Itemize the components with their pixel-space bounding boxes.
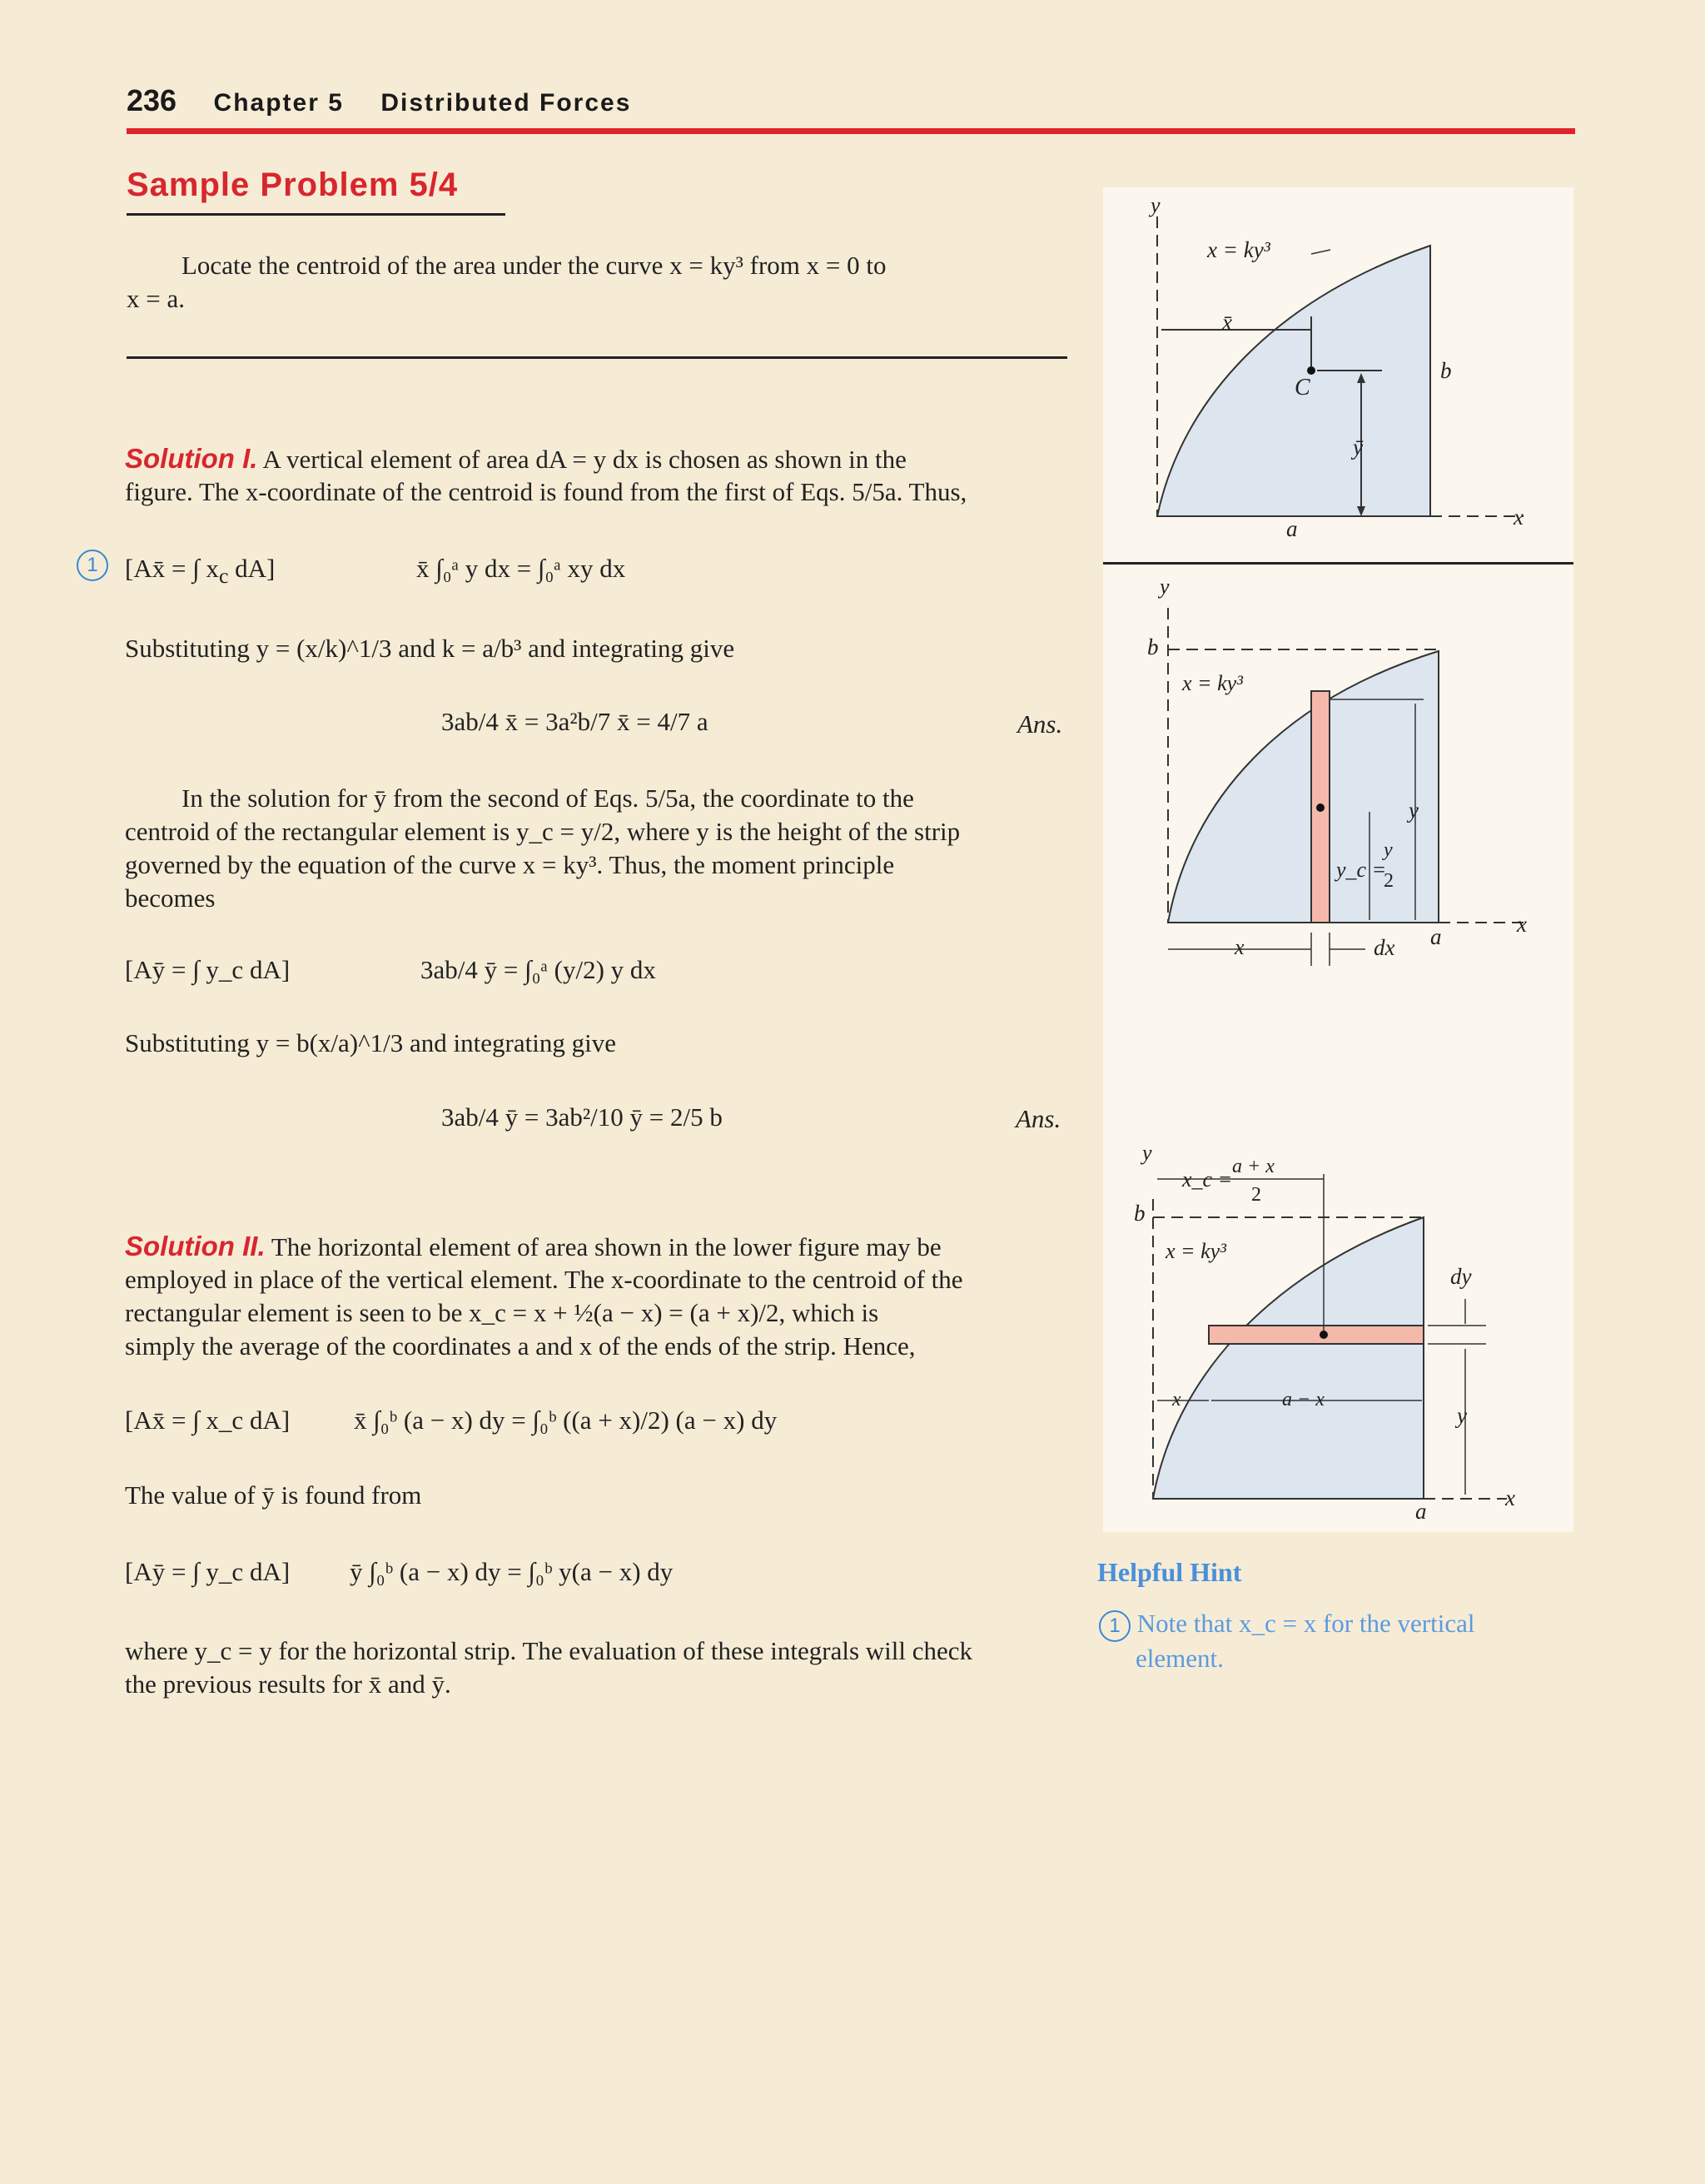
answer-1: Ans.: [1017, 709, 1063, 739]
fig1-xbar-label: x̄: [1222, 310, 1232, 335]
eq1-integral: x̄ ∫₀ᵃ y dx = ∫₀ᵃ xy dx: [416, 554, 626, 583]
fig2-x-axis: x: [1517, 912, 1527, 937]
eq5-integral: x̄ ∫₀ᵇ (a − x) dy = ∫₀ᵇ ((a + x)/2) (a − x) dy: [354, 1405, 778, 1435]
eq4: 3ab/4 ȳ = 3ab²/10 ȳ = 2/5 b: [441, 1102, 723, 1132]
fig2-dx-label: dx: [1374, 935, 1395, 960]
problem-title: Sample Problem 5/4: [127, 167, 459, 203]
fig3-x-label: x: [1172, 1389, 1181, 1410]
final-line1: where y_c = y for the horizontal strip. The evaluation of these integrals will check: [125, 1636, 973, 1665]
fig3-curve-label: x = ky³: [1166, 1239, 1226, 1263]
hint-line2: element.: [1136, 1644, 1224, 1673]
fig2-x-label: x: [1235, 935, 1245, 959]
solution2-line2: employed in place of the vertical element. The x-coordinate to the centroid of the: [125, 1265, 963, 1294]
eq5-bracket: [Ax̄ = ∫ x_c dA]: [125, 1405, 291, 1435]
solution2-line1: The horizontal element of area shown in the lower figure may be: [265, 1232, 942, 1261]
fig2-curve-label: x = ky³: [1182, 671, 1243, 695]
hint-line1: Note that x_c = x for the vertical: [1136, 1609, 1475, 1638]
statement-line-1: Locate the centroid of the area under the curve x = ky³ from x = 0 to: [181, 251, 887, 280]
solution1-line1: A vertical element of area dA = y dx is chosen as shown in the: [257, 445, 907, 474]
fig1-b-label: b: [1440, 358, 1452, 383]
chapter-title: Distributed Forces: [380, 89, 632, 117]
fig3-y-label: y: [1142, 1141, 1152, 1165]
hint-number-icon: 1: [1099, 1610, 1131, 1642]
solution2-line4: simply the average of the coordinates a and x of the ends of the strip. Hence,: [125, 1331, 916, 1361]
fig1-y-label: y: [1151, 193, 1161, 217]
fig3-x-axis: x: [1505, 1485, 1515, 1510]
final-line2: the previous results for x̄ and ȳ.: [125, 1669, 451, 1699]
substitution-1: Substituting y = (x/k)^1/3 and k = a/b³ and integrating give: [125, 634, 735, 663]
fig1-a-label: a: [1286, 516, 1298, 541]
para2-line4: becomes: [125, 883, 216, 913]
fig3-b-label: b: [1134, 1201, 1146, 1226]
para2-line1: In the solution for ȳ from the second of Eqs. 5/5a, the coordinate to the: [181, 784, 914, 813]
helpful-hint-title: Helpful Hint: [1097, 1557, 1242, 1587]
solution1-label: Solution I.: [125, 443, 258, 474]
chapter-label: Chapter 5: [213, 89, 344, 117]
fig2-yc-num: y: [1384, 839, 1393, 861]
fig1-c-label: C: [1295, 375, 1310, 400]
answer-2: Ans.: [1016, 1104, 1061, 1133]
eq3-integral: 3ab/4 ȳ = ∫₀ᵃ (y/2) y dx: [420, 955, 656, 984]
fig2-b-label: b: [1147, 634, 1159, 659]
figure-2: [1168, 608, 1524, 966]
solution1-line2: figure. The x-coordinate of the centroid is found from the first of Eqs. 5/5a. Thus,: [125, 477, 967, 506]
fig3-y-height: y: [1457, 1403, 1467, 1428]
fig1-ybar-label: ȳ: [1353, 435, 1363, 460]
statement-line-2: x = a.: [127, 284, 185, 313]
fig2-y-label: y: [1160, 575, 1170, 599]
fig1-curve-label: x = ky³: [1207, 237, 1270, 262]
fig3-amx-label: a − x: [1282, 1389, 1325, 1410]
fig2-yc-label: y_c =: [1336, 858, 1387, 882]
fig2-yc-den: 2: [1384, 870, 1394, 892]
figure-3: [1153, 1174, 1507, 1499]
fig3-a-label: a: [1415, 1499, 1427, 1524]
eq2: 3ab/4 x̄ = 3a²b/7 x̄ = 4/7 a: [441, 707, 708, 736]
fig3-two-label: 2: [1251, 1184, 1261, 1206]
fig1-x-label: x: [1514, 505, 1524, 530]
ybar-text: The value of ȳ is found from: [125, 1480, 422, 1510]
fig3-xc-label: x_c =: [1182, 1167, 1233, 1191]
eq6-bracket: [Aȳ = ∫ y_c dA]: [125, 1557, 291, 1586]
eq1-bracket: [Ax̄ = ∫ $x_c$ dA]: [125, 554, 276, 589]
solution2-line3: rectangular element is seen to be x_c = x + ½(a − x) = (a + x)/2, which is: [125, 1298, 879, 1327]
hint-marker-1: 1: [77, 550, 108, 581]
helpful-hint-text: [1099, 1607, 1573, 1675]
fig3-dy-label: dy: [1450, 1264, 1472, 1289]
eq6-integral: ȳ ∫₀ᵇ (a − x) dy = ∫₀ᵇ y(a − x) dy: [350, 1557, 674, 1586]
para2-line3: governed by the equation of the curve x = ky³. Thus, the moment principle: [125, 850, 895, 879]
para2-line2: centroid of the rectangular element is y_c = y/2, where y is the height of the strip: [125, 817, 961, 846]
page-number: 236: [127, 83, 177, 117]
substitution-2: Substituting y = b(x/a)^1/3 and integrating give: [125, 1028, 616, 1057]
eq3-bracket: [Aȳ = ∫ y_c dA]: [125, 955, 291, 984]
fig2-y-height: y: [1409, 798, 1419, 823]
fig3-apx-label: a + x: [1232, 1156, 1275, 1177]
solution2-label: Solution II.: [125, 1231, 266, 1261]
fig2-a-label: a: [1430, 924, 1442, 949]
